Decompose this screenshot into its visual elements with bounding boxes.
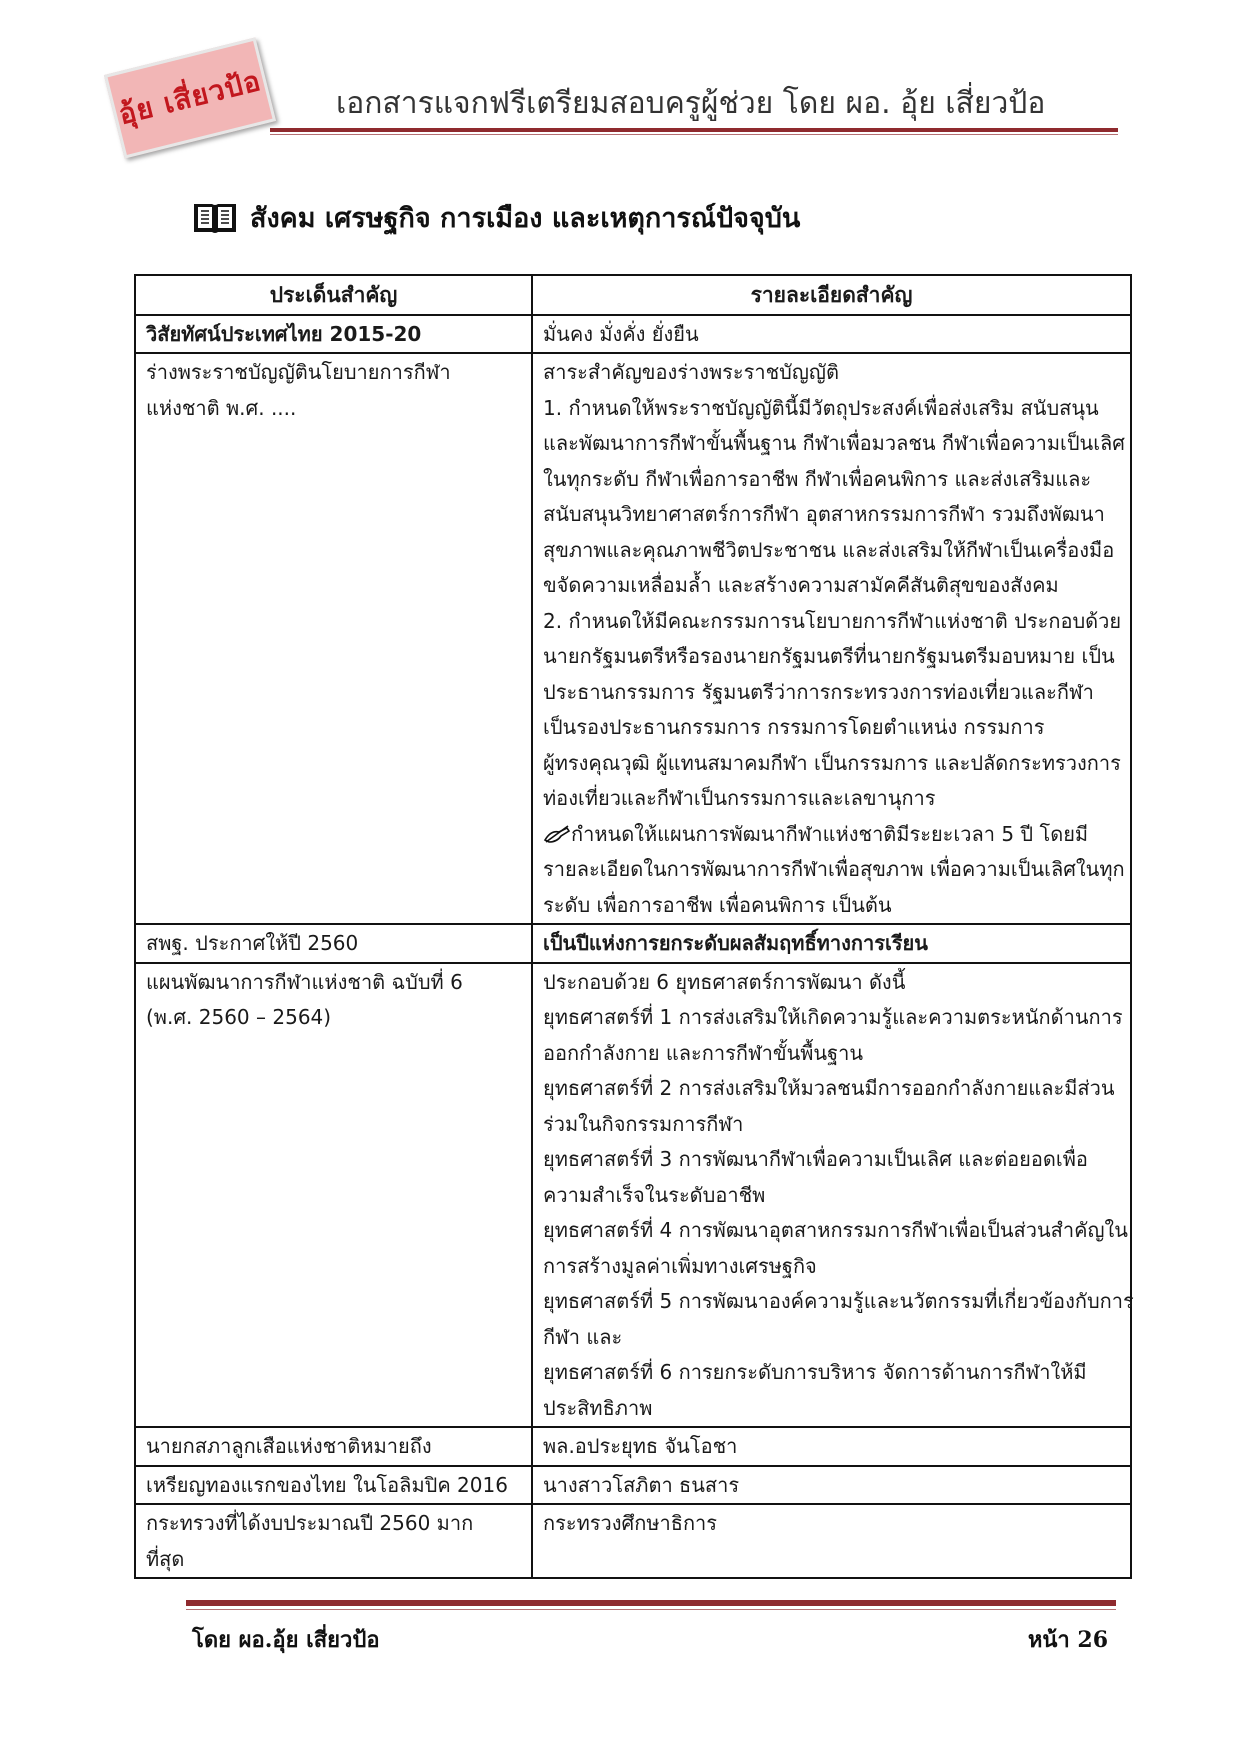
topic-line: แผนพัฒนาการกีฬาแห่งชาติ ฉบับที่ 6 xyxy=(146,969,463,994)
detail-note-text: กำหนดให้แผนการพัฒนากีฬาแห่งชาติมีระยะเวลา 5 ปี โดยมี xyxy=(571,821,1089,846)
detail-line: พล.อประยุทธ จันโอชา xyxy=(543,1434,738,1458)
footer-divider-thin xyxy=(186,1609,1116,1610)
detail-line: ประสิทธิภาพ xyxy=(543,1395,653,1420)
detail-line: เป็นรองประธานกรรมการ กรรมการโดยตำแหน่ง กรรมการ xyxy=(543,715,1045,739)
detail-line: ออกกำลังกาย และการกีฬาขั้นพื้นฐาน xyxy=(543,1040,864,1065)
detail-line: นายกรัฐมนตรีหรือรองนายกรัฐมนตรีที่นายกรัฐมนตรีมอบหมาย เป็น xyxy=(543,644,1115,668)
detail-line: ยุทธศาสตร์ที่ 4 การพัฒนาอุตสาหกรรมการกีฬาเพื่อเป็นส่วนสำคัญใน xyxy=(543,1218,1128,1242)
table-row xyxy=(135,924,1131,963)
detail-line: สาระสำคัญของร่างพระราชบัญญัติ xyxy=(543,360,839,384)
detail-line: ยุทธศาสตร์ที่ 3 การพัฒนากีฬาเพื่อความเป็นเลิศ และต่อยอดเพื่อ xyxy=(543,1147,1088,1171)
header-divider-thin xyxy=(270,134,1118,135)
topic-cell xyxy=(135,924,532,963)
detail-line: นางสาวโสภิตา ธนสาร xyxy=(543,1472,740,1497)
topic-line: วิสัยทัศน์ประเทศไทย 2015-20 xyxy=(146,321,422,346)
table-row xyxy=(135,963,1131,1428)
detail-line: และพัฒนาการกีฬาขั้นพื้นฐาน กีฬาเพื่อมวลชน กีฬาเพื่อความเป็นเลิศ xyxy=(543,431,1126,455)
detail-line: ในทุกระดับ กีฬาเพื่อการอาชีพ กีฬาเพื่อคนพิการ และส่งเสริมและ xyxy=(543,466,1092,491)
topic-cell xyxy=(135,1466,532,1505)
detail-cell xyxy=(532,924,1131,963)
topic-cell xyxy=(135,1504,532,1578)
detail-line: ความสำเร็จในระดับอาชีพ xyxy=(543,1182,766,1207)
detail-cell xyxy=(532,963,1134,1428)
detail-line: ยุทธศาสตร์ที่ 6 การยกระดับการบริหาร จัดการด้านการกีฬาให้มี xyxy=(543,1360,1087,1384)
table-row xyxy=(135,353,1131,924)
topic-cell xyxy=(135,1427,532,1466)
column-header-topic: ประเด็นสำคัญ xyxy=(135,275,532,315)
detail-note-line xyxy=(543,817,1120,853)
detail-line: ร่วมในกิจกรรมการกีฬา xyxy=(543,1111,744,1136)
topic-cell xyxy=(135,353,532,924)
detail-line: 2. กำหนดให้มีคณะกรรมการนโยบายการกีฬาแห่งชาติ ประกอบด้วย xyxy=(543,608,1122,633)
detail-line: สุขภาพและคุณภาพชีวิตประชาชน และส่งเสริมให้กีฬาเป็นเครื่องมือ xyxy=(543,537,1115,562)
page-header-title: เอกสารแจกฟรีเตรียมสอบครูผู้ช่วย โดย ผอ. อุ้ย เสี่ยวป้อ xyxy=(336,86,1046,121)
stamp-text: อุ้ย เสี่ยวป้อ xyxy=(115,63,265,132)
section-heading xyxy=(192,196,800,239)
detail-line: สนับสนุนวิทยาศาสตร์การกีฬา อุตสาหกรรมการกีฬา รวมถึงพัฒนา xyxy=(543,502,1105,526)
detail-line: ผู้ทรงคุณวุฒิ ผู้แทนสมาคมกีฬา เป็นกรรมการ และปลัดกระทรวงการ xyxy=(543,750,1121,775)
detail-line: ประกอบด้วย 6 ยุทธศาสตร์การพัฒนา ดังนี้ xyxy=(543,969,906,994)
detail-line: ขจัดความเหลื่อมล้ำ และสร้างความสามัคคีสันติสุขของสังคม xyxy=(543,573,1059,597)
detail-line: มั่นคง มั่งคั่ง ยั่งยืน xyxy=(543,321,699,346)
detail-line: กระทรวงศึกษาธิการ xyxy=(543,1511,718,1535)
detail-cell xyxy=(532,1504,1131,1578)
table-row xyxy=(135,1504,1131,1578)
section-title: สังคม เศรษฐกิจ การเมือง และเหตุการณ์ปัจจุบัน xyxy=(250,203,801,234)
footer-divider xyxy=(186,1600,1116,1606)
detail-line: ยุทธศาสตร์ที่ 5 การพัฒนาองค์ความรู้และนวัตกรรมที่เกี่ยวข้องกับการ xyxy=(543,1289,1134,1313)
footer-author: โดย ผอ.อุ้ย เสี่ยวป้อ xyxy=(192,1627,380,1653)
topic-cell xyxy=(135,963,532,1428)
topic-cell xyxy=(135,315,532,354)
table-row xyxy=(135,1466,1131,1505)
detail-line: ยุทธศาสตร์ที่ 1 การส่งเสริมให้เกิดความรู้และความตระหนักด้านการ xyxy=(543,1005,1123,1029)
detail-line: 1. กำหนดให้พระราชบัญญัตินี้มีวัตถุประสงค์เพื่อส่งเสริม สนับสนุน xyxy=(543,395,1099,420)
topic-line: สพฐ. ประกาศให้ปี 2560 xyxy=(146,931,359,955)
detail-line: รายละเอียดในการพัฒนาการกีฬาเพื่อสุขภาพ เพื่อความเป็นเลิศในทุก xyxy=(543,857,1125,881)
table-row xyxy=(135,1427,1131,1466)
header-divider xyxy=(270,128,1118,132)
page-number: หน้า 26 xyxy=(1027,1627,1108,1653)
topic-line: ที่สุด xyxy=(146,1546,185,1571)
writing-hand-icon xyxy=(543,824,571,844)
detail-line: กีฬา และ xyxy=(543,1324,623,1349)
detail-line: ประธานกรรมการ รัฐมนตรีว่าการกระทรวงการท่องเที่ยวและกีฬา xyxy=(543,679,1094,704)
detail-line: การสร้างมูลค่าเพิ่มทางเศรษฐกิจ xyxy=(543,1253,817,1278)
detail-line: ยุทธศาสตร์ที่ 2 การส่งเสริมให้มวลชนมีการออกกำลังกายและมีส่วน xyxy=(543,1076,1115,1100)
table-header-row xyxy=(135,275,1131,315)
detail-cell xyxy=(532,1427,1131,1466)
detail-line: ระดับ เพื่อการอาชีพ เพื่อคนพิการ เป็นต้น xyxy=(543,892,892,917)
topic-line: ร่างพระราชบัญญัตินโยบายการกีฬา xyxy=(146,360,451,384)
topic-line: กระทรวงที่ได้งบประมาณปี 2560 มาก xyxy=(146,1511,474,1535)
detail-cell xyxy=(532,315,1131,354)
topic-line: นายกสภาลูกเสือแห่งชาติหมายถึง xyxy=(146,1434,432,1458)
topic-line: (พ.ศ. 2560 – 2564) xyxy=(146,1005,332,1029)
book-icon xyxy=(192,200,238,236)
detail-line: เป็นปีแห่งการยกระดับผลสัมฤทธิ์ทางการเรียน xyxy=(543,931,928,955)
detail-cell xyxy=(532,1466,1131,1505)
content-table xyxy=(134,274,1132,1579)
topic-line: เหรียญทองแรกของไทย ในโอลิมปิค 2016 xyxy=(146,1472,508,1497)
author-stamp-logo xyxy=(104,37,276,158)
detail-cell xyxy=(532,353,1131,924)
column-header-detail: รายละเอียดสำคัญ xyxy=(532,275,1131,315)
table-row xyxy=(135,315,1131,354)
detail-line: ท่องเที่ยวและกีฬาเป็นกรรมการและเลขานุการ xyxy=(543,786,936,810)
topic-line: แห่งชาติ พ.ศ. .... xyxy=(146,395,297,420)
